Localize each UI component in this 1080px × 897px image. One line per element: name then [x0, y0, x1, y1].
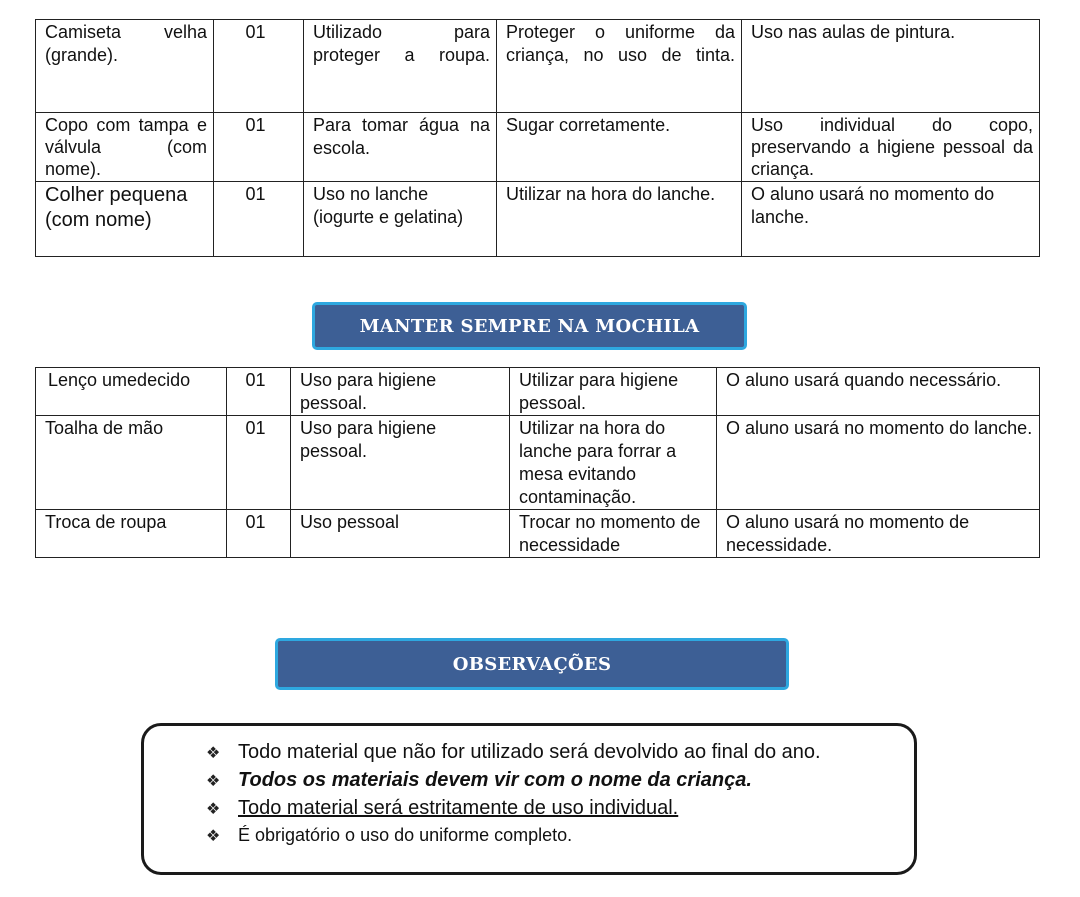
quantity-cell: 01: [227, 510, 291, 558]
item-name-cell: Troca de roupa: [36, 510, 227, 558]
observations-list: [206, 741, 821, 853]
item-name-cell: Copo com tampa e válvula (com nome).: [36, 113, 214, 182]
list-item: [206, 825, 821, 853]
objective-cell: Utilizar na hora do lanche para forrar a mesa evitando contaminação.: [510, 416, 717, 510]
table-row: [36, 416, 1040, 510]
observation-text: Todos os materiais devem vir com o nome da criança.: [238, 769, 752, 791]
usage-cell: O aluno usará no momento de necessidade.: [717, 510, 1040, 558]
four-diamond-bullet-icon: ❖: [206, 799, 221, 818]
quantity-cell: 01: [227, 416, 291, 510]
materials-table: [35, 19, 1040, 257]
four-diamond-bullet-icon: ❖: [206, 743, 221, 762]
section-banner-observacoes: OBSERVAÇÕES: [275, 638, 789, 690]
table-row: [36, 20, 1040, 113]
purpose-cell: Uso pessoal: [291, 510, 510, 558]
table-row: [36, 113, 1040, 182]
item-name-cell: Camiseta velha (grande).: [36, 20, 214, 113]
objective-cell: Utilizar para higiene pessoal.: [510, 368, 717, 416]
observation-text: Todo material será estritamente de uso individual.: [238, 797, 679, 819]
section-banner-mochila: MANTER SEMPRE NA MOCHILA: [312, 302, 747, 350]
usage-cell: O aluno usará no momento do lanche.: [717, 416, 1040, 510]
list-item: [206, 741, 821, 769]
purpose-cell: Uso no lanche (iogurte e gelatina): [304, 182, 497, 257]
four-diamond-bullet-icon: ❖: [206, 771, 221, 790]
usage-cell: O aluno usará quando necessário.: [717, 368, 1040, 416]
quantity-cell: 01: [214, 182, 304, 257]
table-row: [36, 368, 1040, 416]
objective-cell: Utilizar na hora do lanche.: [497, 182, 742, 257]
list-item: [206, 769, 821, 797]
list-item: [206, 797, 821, 825]
item-name-cell: Colher pequena (com nome): [36, 182, 214, 257]
usage-cell: O aluno usará no momento do lanche.: [742, 182, 1040, 257]
purpose-cell: Uso para higiene pessoal.: [291, 416, 510, 510]
table-row: [36, 182, 1040, 257]
objective-cell: Trocar no momento de necessidade: [510, 510, 717, 558]
purpose-cell: Utilizado para proteger a roupa.: [304, 20, 497, 113]
mochila-table: [35, 367, 1040, 558]
item-name-cell: Lenço umedecido: [36, 368, 227, 416]
objective-cell: Sugar corretamente.: [497, 113, 742, 182]
purpose-cell: Uso para higiene pessoal.: [291, 368, 510, 416]
quantity-cell: 01: [227, 368, 291, 416]
four-diamond-bullet-icon: ❖: [206, 826, 221, 845]
quantity-cell: 01: [214, 20, 304, 113]
item-name-cell: Toalha de mão: [36, 416, 227, 510]
observations-box: [141, 723, 917, 875]
table-row: [36, 510, 1040, 558]
objective-cell: Proteger o uniforme da criança, no uso de tinta.: [497, 20, 742, 113]
usage-cell: Uso nas aulas de pintura.: [742, 20, 1040, 113]
observation-text: É obrigatório o uso do uniforme completo.: [238, 825, 573, 845]
observation-text: Todo material que não for utilizado será devolvido ao final do ano.: [238, 741, 821, 763]
usage-cell: Uso individual do copo, preservando a higiene pessoal da criança.: [742, 113, 1040, 182]
purpose-cell: Para tomar água na escola.: [304, 113, 497, 182]
quantity-cell: 01: [214, 113, 304, 182]
